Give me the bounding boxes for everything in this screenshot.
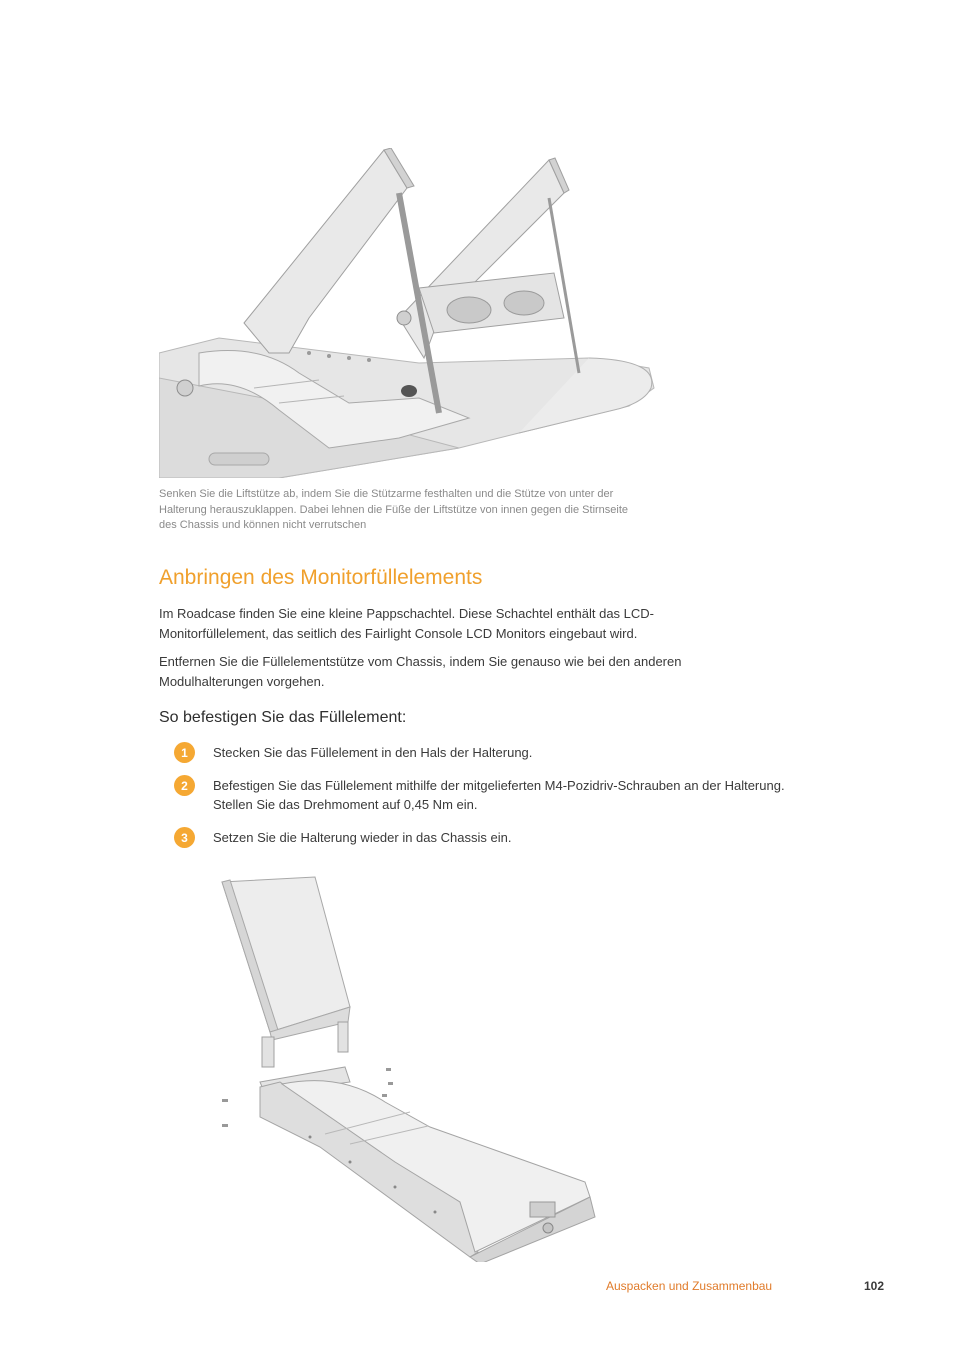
paragraph-remove-support: Entfernen Sie die Füllelementstütze vom Chassis, indem Sie genauso wie bei den anderen Modulhalterungen vorgehen. [159, 654, 682, 689]
steps-subheading: So befestigen Sie das Füllelement: [159, 709, 407, 726]
step-text: Stecken Sie das Füllelement in den Hals der Halterung. [213, 745, 533, 760]
footer-section-title: Auspacken und Zusammenbau [606, 1279, 773, 1293]
chassis-lift-support-illustration [159, 148, 659, 478]
section-heading: Anbringen des Monitorfüllelements [159, 566, 483, 589]
step-number-badge: 2 [174, 775, 195, 796]
monitor-filler-drawing [210, 872, 605, 1262]
chassis-lift-support-drawing [159, 148, 659, 478]
paragraph-roadcase: Im Roadcase finden Sie eine kleine Pappschachtel. Diese Schachtel enthält das LCD-Monitorfüllelement, das seitlich des Fairlight Console LCD Monitors eingebaut wird. [159, 606, 655, 641]
step-text: Setzen Sie die Halterung wieder in das Chassis ein. [213, 830, 512, 845]
monitor-filler-illustration [210, 872, 605, 1262]
step-number-badge: 3 [174, 827, 195, 848]
step-text: Befestigen Sie das Füllelement mithilfe der mitgelieferten M4-Pozidriv-Schrauben an der Halterung. Stellen Sie das Drehmoment auf 0,45 Nm ein. [213, 778, 785, 812]
step-number-badge: 1 [174, 742, 195, 763]
figure-caption: Senken Sie die Liftstütze ab, indem Sie die Stützarme festhalten und die Stütze von unter der Halterung herauszuklappen. Dabei lehnen die Füße der Liftstütze von innen gegen die Stirnseite des Chassis und können nicht verrutschen [159, 488, 629, 531]
footer-page-number: 102 [864, 1279, 885, 1293]
